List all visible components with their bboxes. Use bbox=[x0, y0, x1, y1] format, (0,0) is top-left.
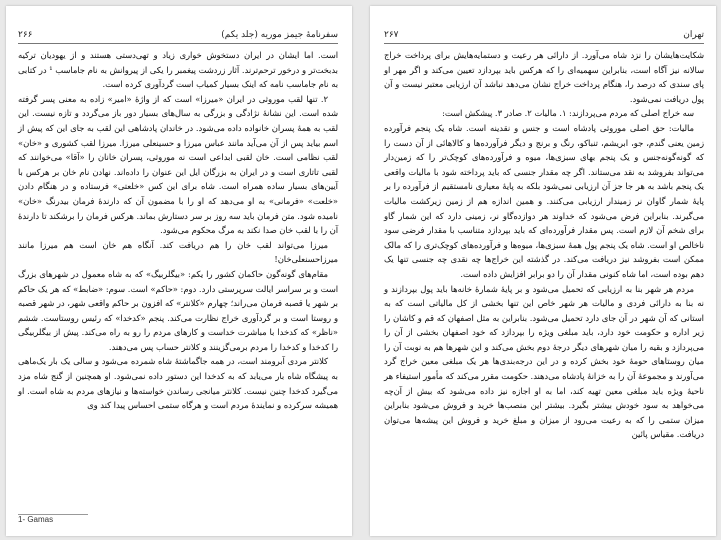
right-page bbox=[370, 6, 716, 536]
footnote bbox=[18, 506, 88, 524]
paragraph: شکایت‌هایشان را نزد شاه می‌آورد. از دارائی هر رعیت و دستمایه‌هایش برای پرداخت خراج سالانه نیز آگاه است، بنابراین سهمیه‌ای را که هرکس باید بپردازد تعیین می‌کند و اگر مهر او پای سندی که درصد را، هنگام پرداخت خراج نشان می‌دهد نباشد آن ارزیابی معتبر نیست و آن پول دریافت نمی‌شود. bbox=[384, 50, 704, 104]
running-title: سفرنامهٔ جیمز موریه (جلد یکم) bbox=[221, 30, 338, 40]
paragraph: مالیات: حق اصلی موروثی پادشاه است و جنس و نقدینه است. شاه یک پنجم فرآورده زمین یعنی گندم، جو، ابریشم، تنباکو، رنگ و برنج و دیگر فرآورده‌ها و کالاهائی از آن دست را که گونه‌گونه‌جنس و یک پنجم بهای سبزی‌ها، میوه و فرآورده‌های کوچک‌تر را که زمین‌دار می‌تواند بفروشد به نقد می‌ستاند. اگر چه مقدار جنسی که باید پرداخته شود با مالیات واقعی یک پنجم باشد به هر جا جز آن ارزیابی نمی‌شود بلکه به پایهٔ معیاری نامستقیم از فرآورده را بر پایهٔ شمار گاوان نر زمیندار ارزیابی می‌کنند. و همین اندازه هم از زمین زیرکشت مالیات می‌گیرند. بنابراین فرض می‌شود که خداوند هر دوازده‌گاو نر، زمینی دارد که این شمار گاو برای شخم آن لازم است. پس مقدار فرآورده‌ای که باید بپردازد متناسب با مقدار فرضی سود ناخالص او است. شاه یک پنجم پول همهٔ سبزی‌ها، میوه‌ها و فرآورده‌های کوچک‌تری را که مالک ممکن است بفروشد نیز دریافت می‌کند. در گذشته این خراج‌ها چه نقدی چه جنسی تنها یک دهم بوده است، اما شاه کنونی مقدار آن را دو برابر افزایش داده است. bbox=[384, 122, 704, 279]
paragraph: مردم هر شهر بنا به ارزیابی که تحمیل می‌شود و بر پایهٔ شمارهٔ خانه‌ها باید پول بپردازند و نه بنا به دارائی فردی و مالیات هر شهر خاص این تنها بخشی از کل مالیاتی است که به استانی که آن شهر در آن جای دارد تحمیل می‌شود. بنابراین به مثل اصفهان که قم و کاشان را زیر اداره و حکومت خود دارد، باید مبلغی ویژه را بپردازد که خود اصفهان بخشی از آن را می‌پردازد و بقیه را میان شهرهای دیگر درجهٔ دوم بخش می‌کند و این شهرها هم به نوبت آن را میان روستاهای حومهٔ خود بخش کرده و در این درجه‌بندی‌ها هر یک مبلغی معین خراج گرد می‌آورند و مجموعهٔ آن را به خزانهٔ پادشاه می‌دهند. حکومت مقرر می‌کند که مأمور استیفاء هر ناحیهٔ ویژه باید مبلغی معین تهیه کند، اما به او اجازه نیز داده می‌شود که بیش از آن‌چه می‌خواهد به سود خودش بیشتر بگیرد. بیشتر این منصب‌ها خرید و فروش می‌شود بنابراین میزان ستمی را که به رعیت می‌رود از میزان و مبلغ خرید و فروش این پیشه‌ها می‌توان دریافت. مقیاس پائین bbox=[384, 283, 704, 440]
paragraph: میرزا می‌تواند لقب خان را هم دریافت کند. آنگاه هم خان است هم میرزا مانند میرزاحسنعلی‌خان! bbox=[18, 239, 338, 265]
page-header bbox=[18, 16, 338, 44]
left-page bbox=[6, 6, 352, 536]
paragraph: ۲. تنها لقب موروثی در ایران «میرزا» است که از واژهٔ «امیر» زاده به معنی پسر گرفته شده است. این نشانهٔ نژادگی و بزرگی به سال‌های بسیار دور باز می‌گردد و تازه نیست. این لقب به همهٔ پسران خانواده داده می‌شود. در خاندان پادشاهی این لقب به جای این که پیش از اسم بیاید پس از آن می‌آید مانند عباس میرزا و حسینعلی میرزا. میرزا لقب کشوری و «خان» لقب نظامی است. خان لقبی ابداعی است نه موروثی، پسران خانان را «آقا» می‌خوانند که لقبی تاتاری است و در ایران به بزرگان ایل این عنوان را داده‌اند. نهادن نام خان بر هرکس با آیین‌های بسیار ساده همراه است. شاه برای این کس «خلعتی» فرستاده و در هنگام دادن «خلعت» «فرمانی» به او می‌دهد که او را با مضمون آن که دارندهٔ فرمان بیدرنگ «خان» نامیده شود. متن فرمان باید سه روز بر سر دستارش بماند. هرکس فرمان را برشکند تا دارندهٔ آن را با لقب خان صدا نکند به مرگ محکوم می‌شود. bbox=[18, 93, 338, 236]
paragraph: مقام‌های گونه‌گون حاکمان کشور را یکم: «بیگلربیگ» که به شاه معمول در شهرهای بزرگ است و بر سراسر ایالت سرپرستی دارد. دوم: «حاکم» است. سوم: «ضابط» که هر یک حاکم بر شهر یا قصبه فرمان می‌راند؛ چهارم «کلانتر» که افزون بر حاکم واقعی شهر، در شهر قصبه و روستا است و بر گردآوری خراج نظارت می‌کند. پنجم «کدخدا» که رئیس روستاست. ششم «ناظر» که کدخدا با مباشرت خداست و کارهای مردم را رو به راه می‌کند. پیش از بیگلربیگی را کدخدا و کدخدا را مردم برمی‌گزینند و کلانتر حساب پس می‌دهند. bbox=[18, 268, 338, 352]
page-number: ۲۶۷ bbox=[384, 30, 399, 40]
page-header bbox=[384, 16, 704, 44]
page-number: ۲۶۶ bbox=[18, 30, 33, 40]
paragraph: است. اما ایشان در ایران دستخوش خواری زیاد و تهی‌دستی هستند و از یهودیان ترکیه بدبخت‌تر و درخور ترحم‌ترند. آثار زردشت پیغمبر را یکی از پیروانش به نام جاماسب ¹ در کتابی به نام جاماسب نامه که اینک بسیار کمیاب است گردآوری کرده است. bbox=[18, 50, 338, 90]
paragraph: سه خراج اصلی که مردم می‌پردازند: ۱. مالیات ۲. صادر ۳. پیشکش است: bbox=[442, 108, 694, 119]
running-title: تهران bbox=[683, 30, 704, 40]
footnote-text: 1- Gamas bbox=[18, 515, 54, 524]
paragraph: کلانتر مردی آبرومند است، در همه جاگماشتهٔ شاه شمرده می‌شود و سالی یک بار یک‌ماهی به پیشگاه شاه بار می‌یابد که به کدخدا این دستور داده نمی‌شود. او همچنین از گنج شاه مزد می‌گیرد کدخدا چنین نیست. کلانتر میانجی رساندن خواسته‌ها و نیازهای مردم به شاه است. او همیشه سرکرده و نمایندهٔ مردم است و هرگاه ستمی احساس پیدا کند وی bbox=[18, 356, 338, 411]
page-body bbox=[384, 48, 704, 442]
page-body bbox=[18, 48, 338, 413]
